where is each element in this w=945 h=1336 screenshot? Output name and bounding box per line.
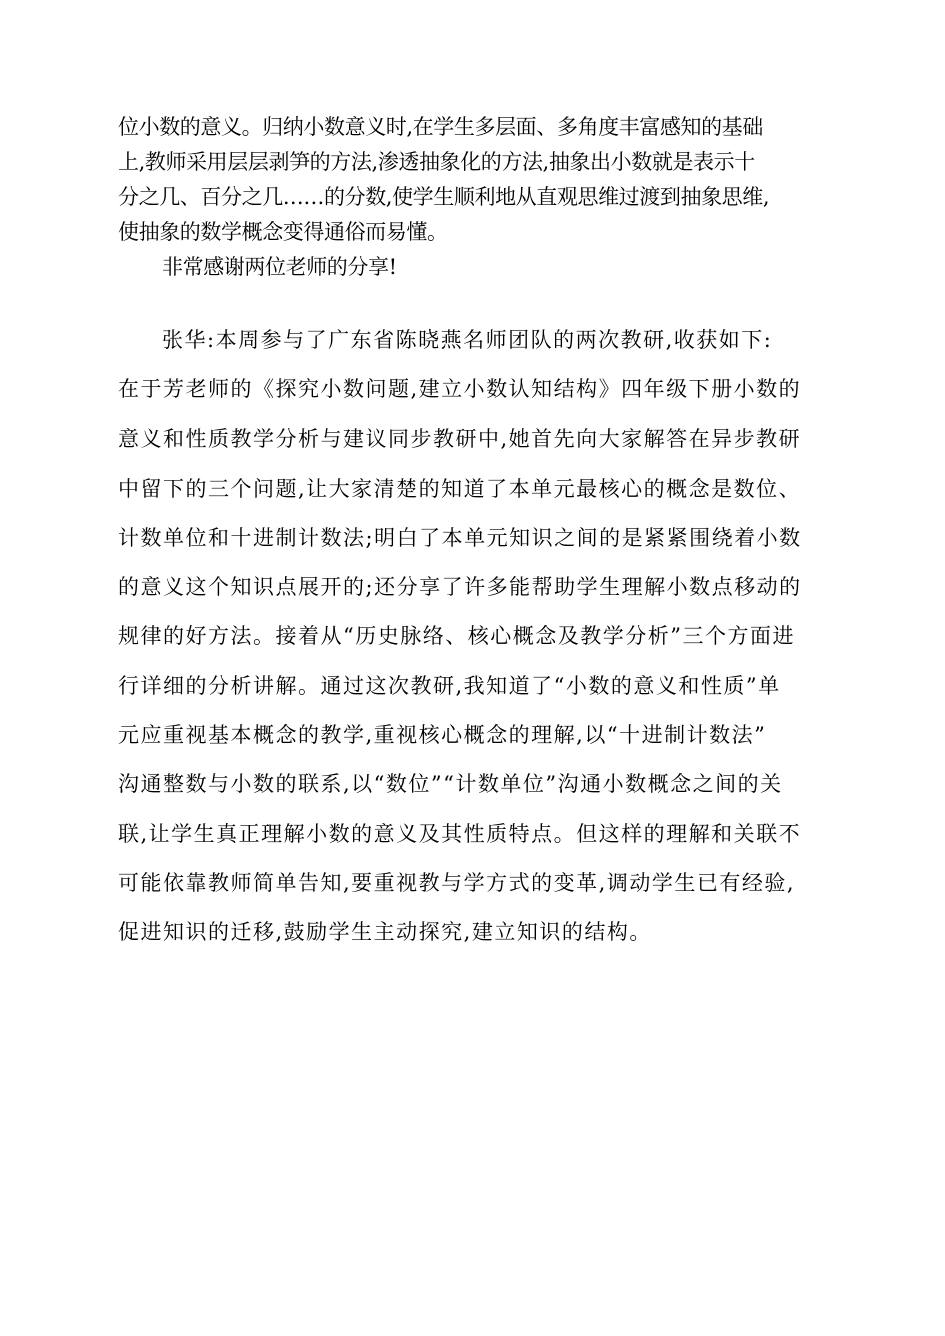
paragraph-line: 元应重视基本概念的教学,重视核心概念的理解,以“十进制计数法”	[118, 723, 767, 747]
paragraph-line: 意义和性质教学分析与建议同步教研中,她首先向大家解答在异步教研	[118, 427, 802, 451]
paragraph-line: 位小数的意义。归纳小数意义时,在学生多层面、多角度丰富感知的基础	[118, 115, 763, 139]
paragraph-line: 使抽象的数学概念变得通俗而易懂。	[118, 220, 448, 244]
paragraph-line: 中留下的三个问题,让大家清楚的知道了本单元最核心的概念是数位、	[118, 477, 802, 501]
paragraph-line: 张华:本周参与了广东省陈晓燕名师团队的两次教研,收获如下:	[162, 328, 773, 352]
paragraph-line: 规律的好方法。接着从“历史脉络、核心概念及教学分析”三个方面进	[118, 624, 795, 648]
paragraph-line: 分之几、百分之几……的分数,使学生顺利地从直观思维过渡到抽象思维,	[118, 185, 770, 209]
paragraph-line: 可能依靠教师简单告知,要重视教与学方式的变革,调动学生已有经验,	[118, 871, 796, 895]
paragraph-line: 在于芳老师的《探究小数问题,建立小数认知结构》四年级下册小数的	[118, 377, 802, 401]
paragraph-line: 行详细的分析讲解。通过这次教研,我知道了“小数的意义和性质”单	[118, 674, 781, 698]
paragraph-line: 计数单位和十进制计数法;明白了本单元知识之间的是紧紧围绕着小数	[118, 526, 802, 550]
paragraph-line: 上,教师采用层层剥笋的方法,渗透抽象化的方法,抽象出小数就是表示十	[118, 150, 755, 174]
paragraph-line: 的意义这个知识点展开的;还分享了许多能帮助学生理解小数点移动的	[118, 575, 802, 599]
paragraph-line: 联,让学生真正理解小数的意义及其性质特点。但这样的理解和关联不	[118, 822, 802, 846]
thanks-line: 非常感谢两位老师的分享!	[162, 255, 397, 279]
paragraph-line: 沟通整数与小数的联系,以“数位”“计数单位”沟通小数概念之间的关	[118, 772, 783, 796]
paragraph-line: 促进知识的迁移,鼓励学生主动探究,建立知识的结构。	[118, 920, 652, 944]
